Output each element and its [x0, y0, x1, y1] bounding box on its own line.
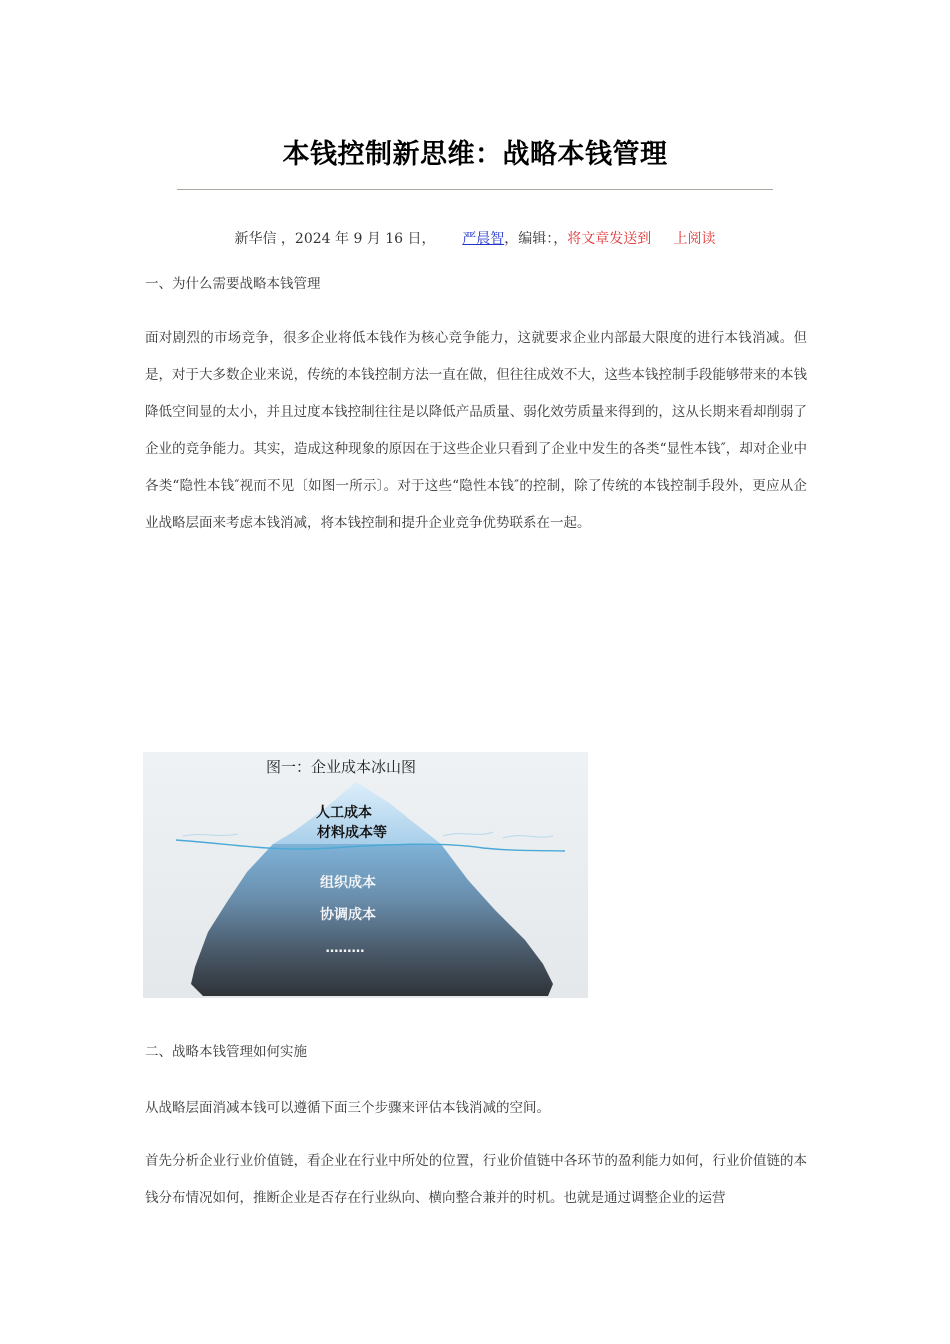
section2-intro: 从战略层面消减本钱可以遵循下面三个步骤来评估本钱消减的空间。 [145, 1100, 550, 1116]
author-link[interactable]: 严晨智 [462, 231, 505, 247]
title-divider [177, 189, 773, 190]
iceberg-figure [143, 752, 588, 998]
article-title: 本钱控制新思维：战略本钱管理 [282, 139, 668, 170]
figure-caption: 图一：企业成本冰山图 [265, 758, 417, 776]
iceberg-image [143, 752, 588, 998]
label-coordination-cost: 协调成本 [320, 907, 376, 923]
label-material-cost: 材料成本等 [317, 825, 387, 841]
editor-label: ，编辑：， [504, 231, 568, 247]
send-article-link[interactable]: 将文章发送到 [567, 231, 652, 247]
section1-body: 面对剧烈的市场竞争，很多企业将低本钱作为核心竞争能力，这就要求企业内部最大限度的进行本钱消减。但是，对于大多数企业来说，传统的本钱控制方法一直在做，但往往成效不大，这些本钱控制手段能够带来的本钱降低空间显的太小，并且过度本钱控制往往是以降低产品质量、弱化效劳质量来得到的，这从长期来看却削弱了企业的竞争能力。其实，造成这种现象的原因在于这些企业只看到了企业中发生的各类“显性本钱″，却对企业中各类“隐性本钱″视而不见〔如图一所示〕。对于这些“隐性本钱″的控制，除了传统的本钱控制手段外，更应从企业战略层面来考虑本钱消减，将本钱控制和提升企业竞争优势联系在一起。 [145, 330, 807, 531]
read-link[interactable]: 上阅读 [673, 231, 716, 247]
label-ellipsis: ……… [325, 941, 365, 956]
label-labor-cost: 人工成本 [316, 805, 372, 821]
source-date: 新华信 ，2024 年 9 月 16 日， [234, 231, 436, 247]
section2-body: 首先分析企业行业价值链，看企业在行业中所处的位置，行业价值链中各环节的盈利能力如何，行业价值链的本钱分布情况如何，推断企业是否存在行业纵向、横向整合兼并的时机。也就是通过调整企业的运营 [145, 1153, 807, 1206]
section2-heading: 二、战略本钱管理如何实施 [145, 1044, 307, 1060]
section1-heading: 一、为什么需要战略本钱管理 [145, 276, 321, 292]
article-meta [0, 228, 950, 248]
label-organization-cost: 组织成本 [320, 875, 376, 891]
